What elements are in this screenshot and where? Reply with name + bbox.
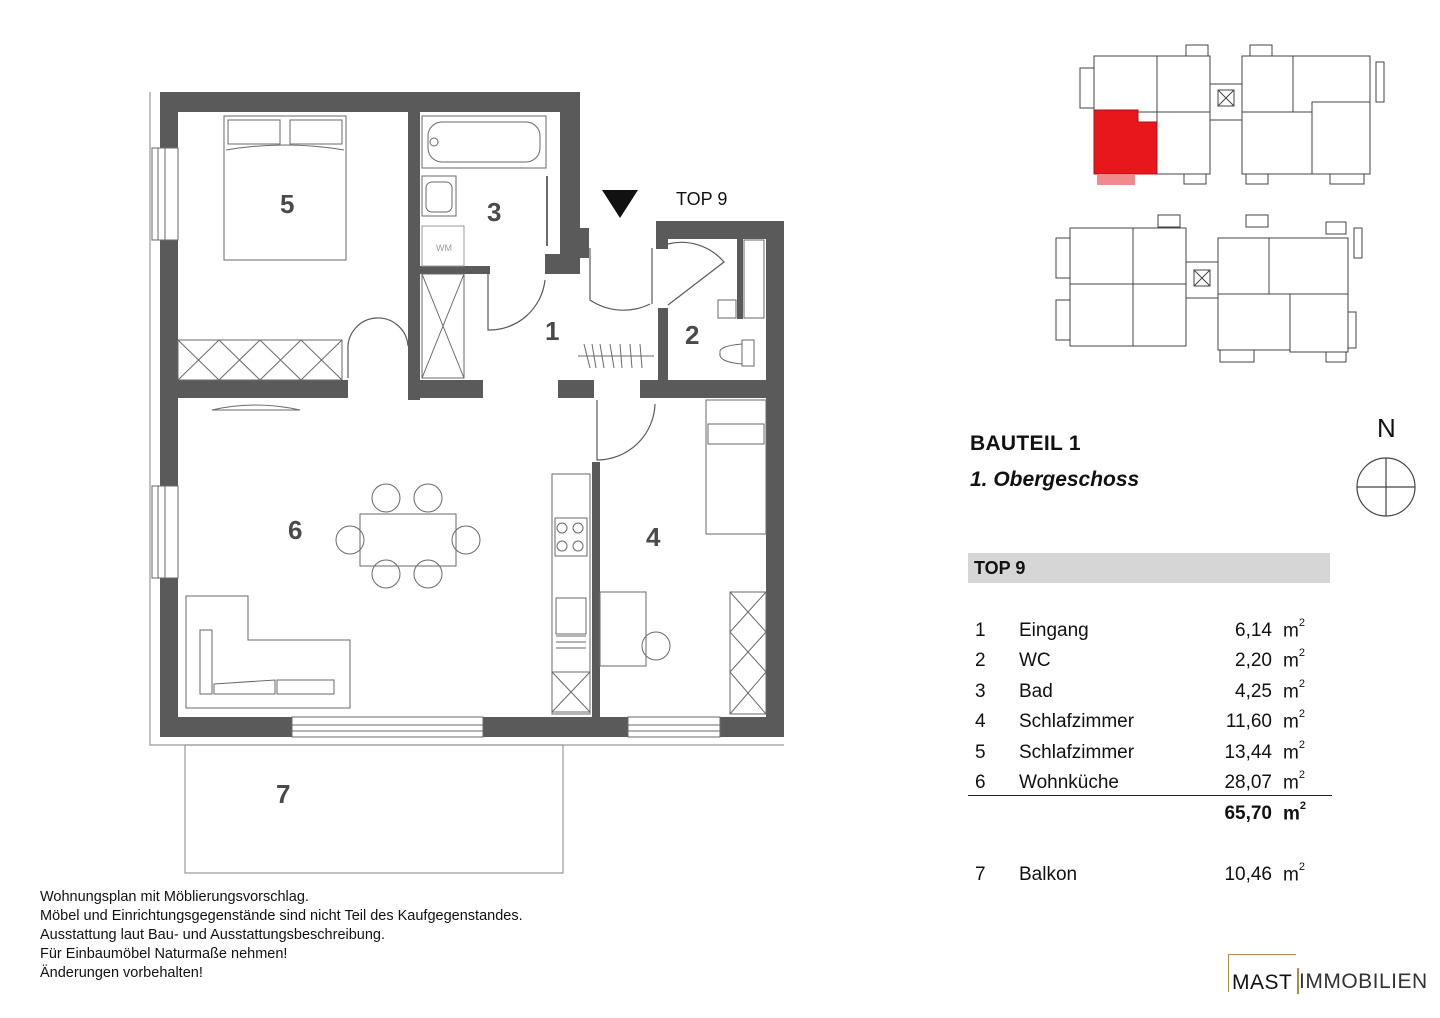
storage-cabinet xyxy=(422,274,464,378)
coat-rack xyxy=(578,344,654,368)
room-name: Bad xyxy=(1019,681,1053,702)
area-unit: $m^2$ xyxy=(1283,617,1305,642)
room-number-7: 7 xyxy=(276,779,291,809)
room-number-4: 4 xyxy=(646,522,661,552)
area-unit: $m^2$ xyxy=(1283,739,1305,764)
room-area: 6,14 xyxy=(1235,620,1272,641)
room-area: 2,20 xyxy=(1235,650,1272,671)
room-name: Schlafzimmer xyxy=(1019,711,1135,732)
room-no: 6 xyxy=(975,772,986,793)
room-number-2: 2 xyxy=(685,320,700,350)
disclaimer-notes xyxy=(40,888,523,983)
windows xyxy=(152,148,720,737)
wm-label: WM xyxy=(436,243,452,253)
area-row xyxy=(970,678,1310,707)
room-number-6: 6 xyxy=(288,515,303,545)
area-unit: $m^2$ xyxy=(1283,800,1307,825)
room-number-3: 3 xyxy=(487,197,502,227)
room-area: 28,07 xyxy=(1224,772,1272,793)
area-row xyxy=(970,708,1310,737)
note-line: Für Einbaumöbel Naturmaße nehmen! xyxy=(40,946,288,962)
room-area: 4,25 xyxy=(1235,681,1272,702)
total-divider xyxy=(968,795,1332,796)
key-plan xyxy=(1050,40,1420,380)
compass-icon xyxy=(1355,456,1417,518)
wardrobe-5 xyxy=(178,340,342,380)
note-line: Möbel und Einrichtungsgegenstände sind nicht Teil des Kaufgegenstandes. xyxy=(40,908,523,924)
balcony-row xyxy=(970,861,1310,890)
north-label: N xyxy=(1377,413,1396,443)
logo-immobilien: IMMOBILIEN xyxy=(1299,970,1428,993)
room-no: 5 xyxy=(975,742,986,763)
building-title: BAUTEIL 1 xyxy=(970,432,1081,455)
unit-label: TOP 9 xyxy=(974,558,1026,578)
unit-header xyxy=(968,553,1330,583)
floor-plan xyxy=(0,0,800,890)
room-name: WC xyxy=(1019,650,1051,671)
ceiling-lamp xyxy=(212,405,300,410)
single-bed xyxy=(706,400,766,534)
room-name: Wohnküche xyxy=(1019,772,1119,793)
room-area: 11,60 xyxy=(1225,711,1272,732)
note-line: Ausstattung laut Bau- und Ausstattungsbeschreibung. xyxy=(40,927,386,943)
room-no: 3 xyxy=(975,681,986,702)
desk xyxy=(600,592,670,666)
wardrobe-4 xyxy=(730,592,766,714)
total-row xyxy=(970,800,1310,829)
area-row xyxy=(970,739,1310,768)
room-name: Schlafzimmer xyxy=(1019,742,1135,763)
room-name: Eingang xyxy=(1019,620,1089,641)
room-number-1: 1 xyxy=(545,316,560,346)
room-area: 13,44 xyxy=(1224,742,1272,763)
note-line: Wohnungsplan mit Möblierungsvorschlag. xyxy=(40,889,309,905)
kitchen-counter xyxy=(552,474,590,714)
bathtub xyxy=(422,116,546,168)
highlighted-balcony xyxy=(1097,174,1135,185)
room-no: 7 xyxy=(975,864,986,885)
floor-subtitle: 1. Obergeschoss xyxy=(970,468,1140,491)
area-unit: $m^2$ xyxy=(1283,769,1305,794)
room-no: 4 xyxy=(975,711,986,732)
room-number-5: 5 xyxy=(280,189,295,219)
room-area: 10,46 xyxy=(1224,864,1272,885)
dining-table xyxy=(336,484,480,588)
area-row xyxy=(970,617,1310,646)
area-unit: $m^2$ xyxy=(1283,861,1305,886)
area-unit: $m^2$ xyxy=(1283,678,1305,703)
room-no: 1 xyxy=(975,620,986,641)
area-unit: $m^2$ xyxy=(1283,708,1305,733)
note-line: Änderungen vorbehalten! xyxy=(40,965,203,981)
washbasin xyxy=(422,176,456,216)
sofa xyxy=(186,596,350,708)
room-no: 2 xyxy=(975,650,986,671)
total-area: 65,70 xyxy=(1224,803,1272,824)
entrance-arrow-icon xyxy=(602,190,638,218)
room-name: Balkon xyxy=(1019,864,1078,885)
double-bed xyxy=(224,116,346,260)
balcony-outline xyxy=(185,745,563,873)
area-unit: $m^2$ xyxy=(1283,647,1305,672)
entrance-label: TOP 9 xyxy=(676,189,728,209)
logo-mast: MAST xyxy=(1228,954,1296,992)
area-row xyxy=(970,647,1310,676)
